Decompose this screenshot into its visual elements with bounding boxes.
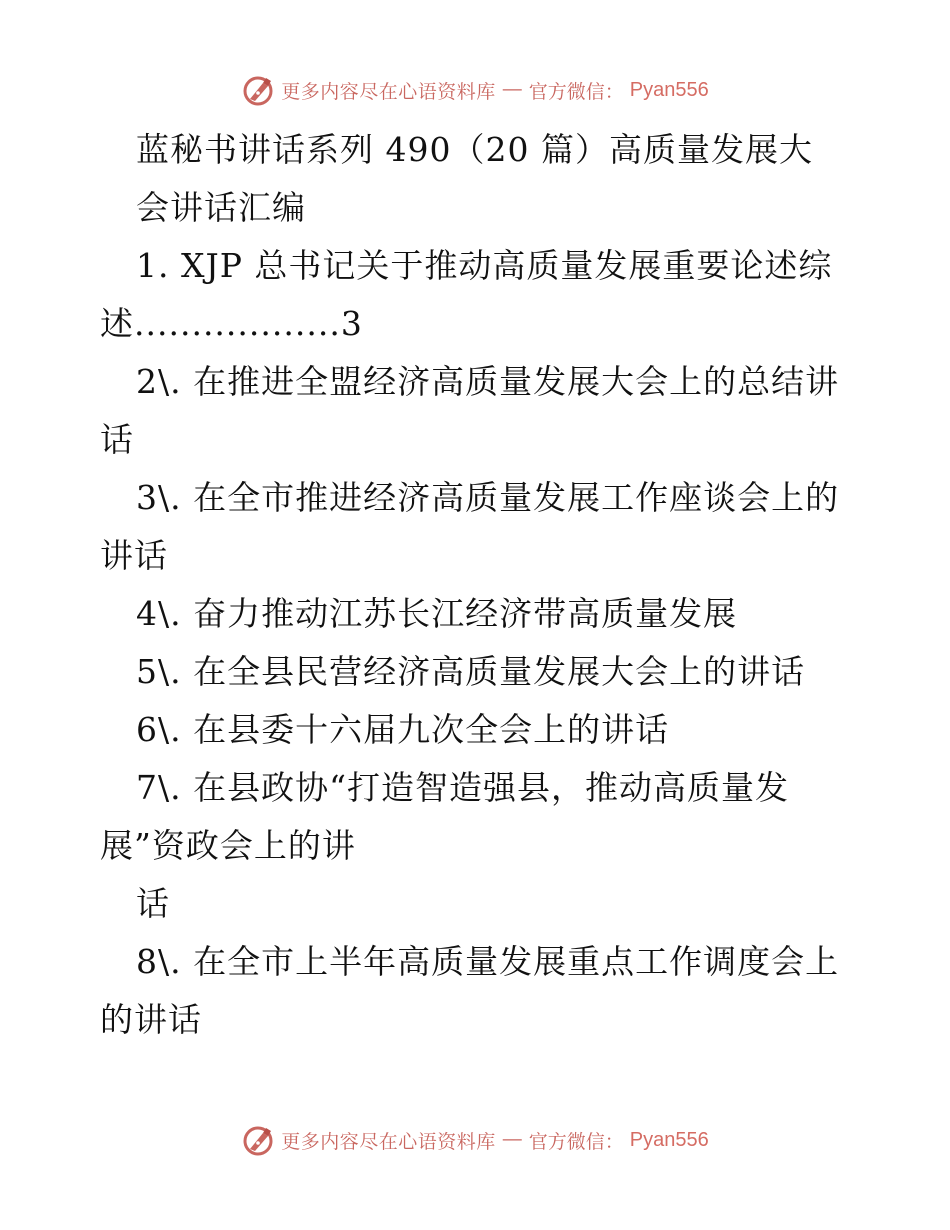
toc-item-4: 4\. 奋力推动江苏长江经济带高质量发展 <box>136 594 738 633</box>
toc-item-8-line-1: 8\. 在全市上半年高质量发展重点工作调度会上 <box>136 942 840 981</box>
document-title-line-1: 蓝秘书讲话系列 490（20 篇）高质量发展大 <box>136 130 813 169</box>
watermark-wechat-id: Pyan556 <box>629 1128 709 1151</box>
toc-item-7-line-1: 7\. 在县政协“打造智造强县，推动高质量发 <box>136 768 789 807</box>
toc-item-6: 6\. 在县委十六届九次全会上的讲话 <box>136 710 670 749</box>
toc-item-2-line-2: 话 <box>100 420 134 459</box>
header-watermark <box>0 70 950 110</box>
toc-item-7-line-3: 话 <box>136 884 170 923</box>
toc-item-1-line-1: 1. XJP 总书记关于推动高质量发展重要论述综 <box>136 246 833 285</box>
toc-item-1-line-2: 述..................3 <box>100 304 363 343</box>
pen-nib-logo-icon <box>241 73 275 107</box>
pen-nib-logo-icon <box>241 1123 275 1157</box>
document-title-line-2: 会讲话汇编 <box>136 188 306 227</box>
footer-watermark <box>0 1120 950 1160</box>
toc-item-2-line-1: 2\. 在推进全盟经济高质量发展大会上的总结讲 <box>136 362 840 401</box>
toc-item-7-line-2: 展”资政会上的讲 <box>100 826 356 865</box>
toc-item-5: 5\. 在全县民营经济高质量发展大会上的讲话 <box>136 652 806 691</box>
watermark-dash: — <box>502 79 522 100</box>
watermark-dash: — <box>502 1129 522 1150</box>
watermark-wechat-id: Pyan556 <box>629 78 709 101</box>
toc-item-3-line-1: 3\. 在全市推进经济高质量发展工作座谈会上的 <box>136 478 840 517</box>
watermark-wechat-label: 官方微信： <box>528 1130 624 1153</box>
watermark-text: 更多内容尽在心语资料库 <box>281 80 496 103</box>
watermark-text: 更多内容尽在心语资料库 <box>281 1130 496 1153</box>
toc-item-3-line-2: 讲话 <box>100 536 168 575</box>
toc-item-8-line-2: 的讲话 <box>100 1000 202 1039</box>
watermark-wechat-label: 官方微信： <box>528 80 624 103</box>
